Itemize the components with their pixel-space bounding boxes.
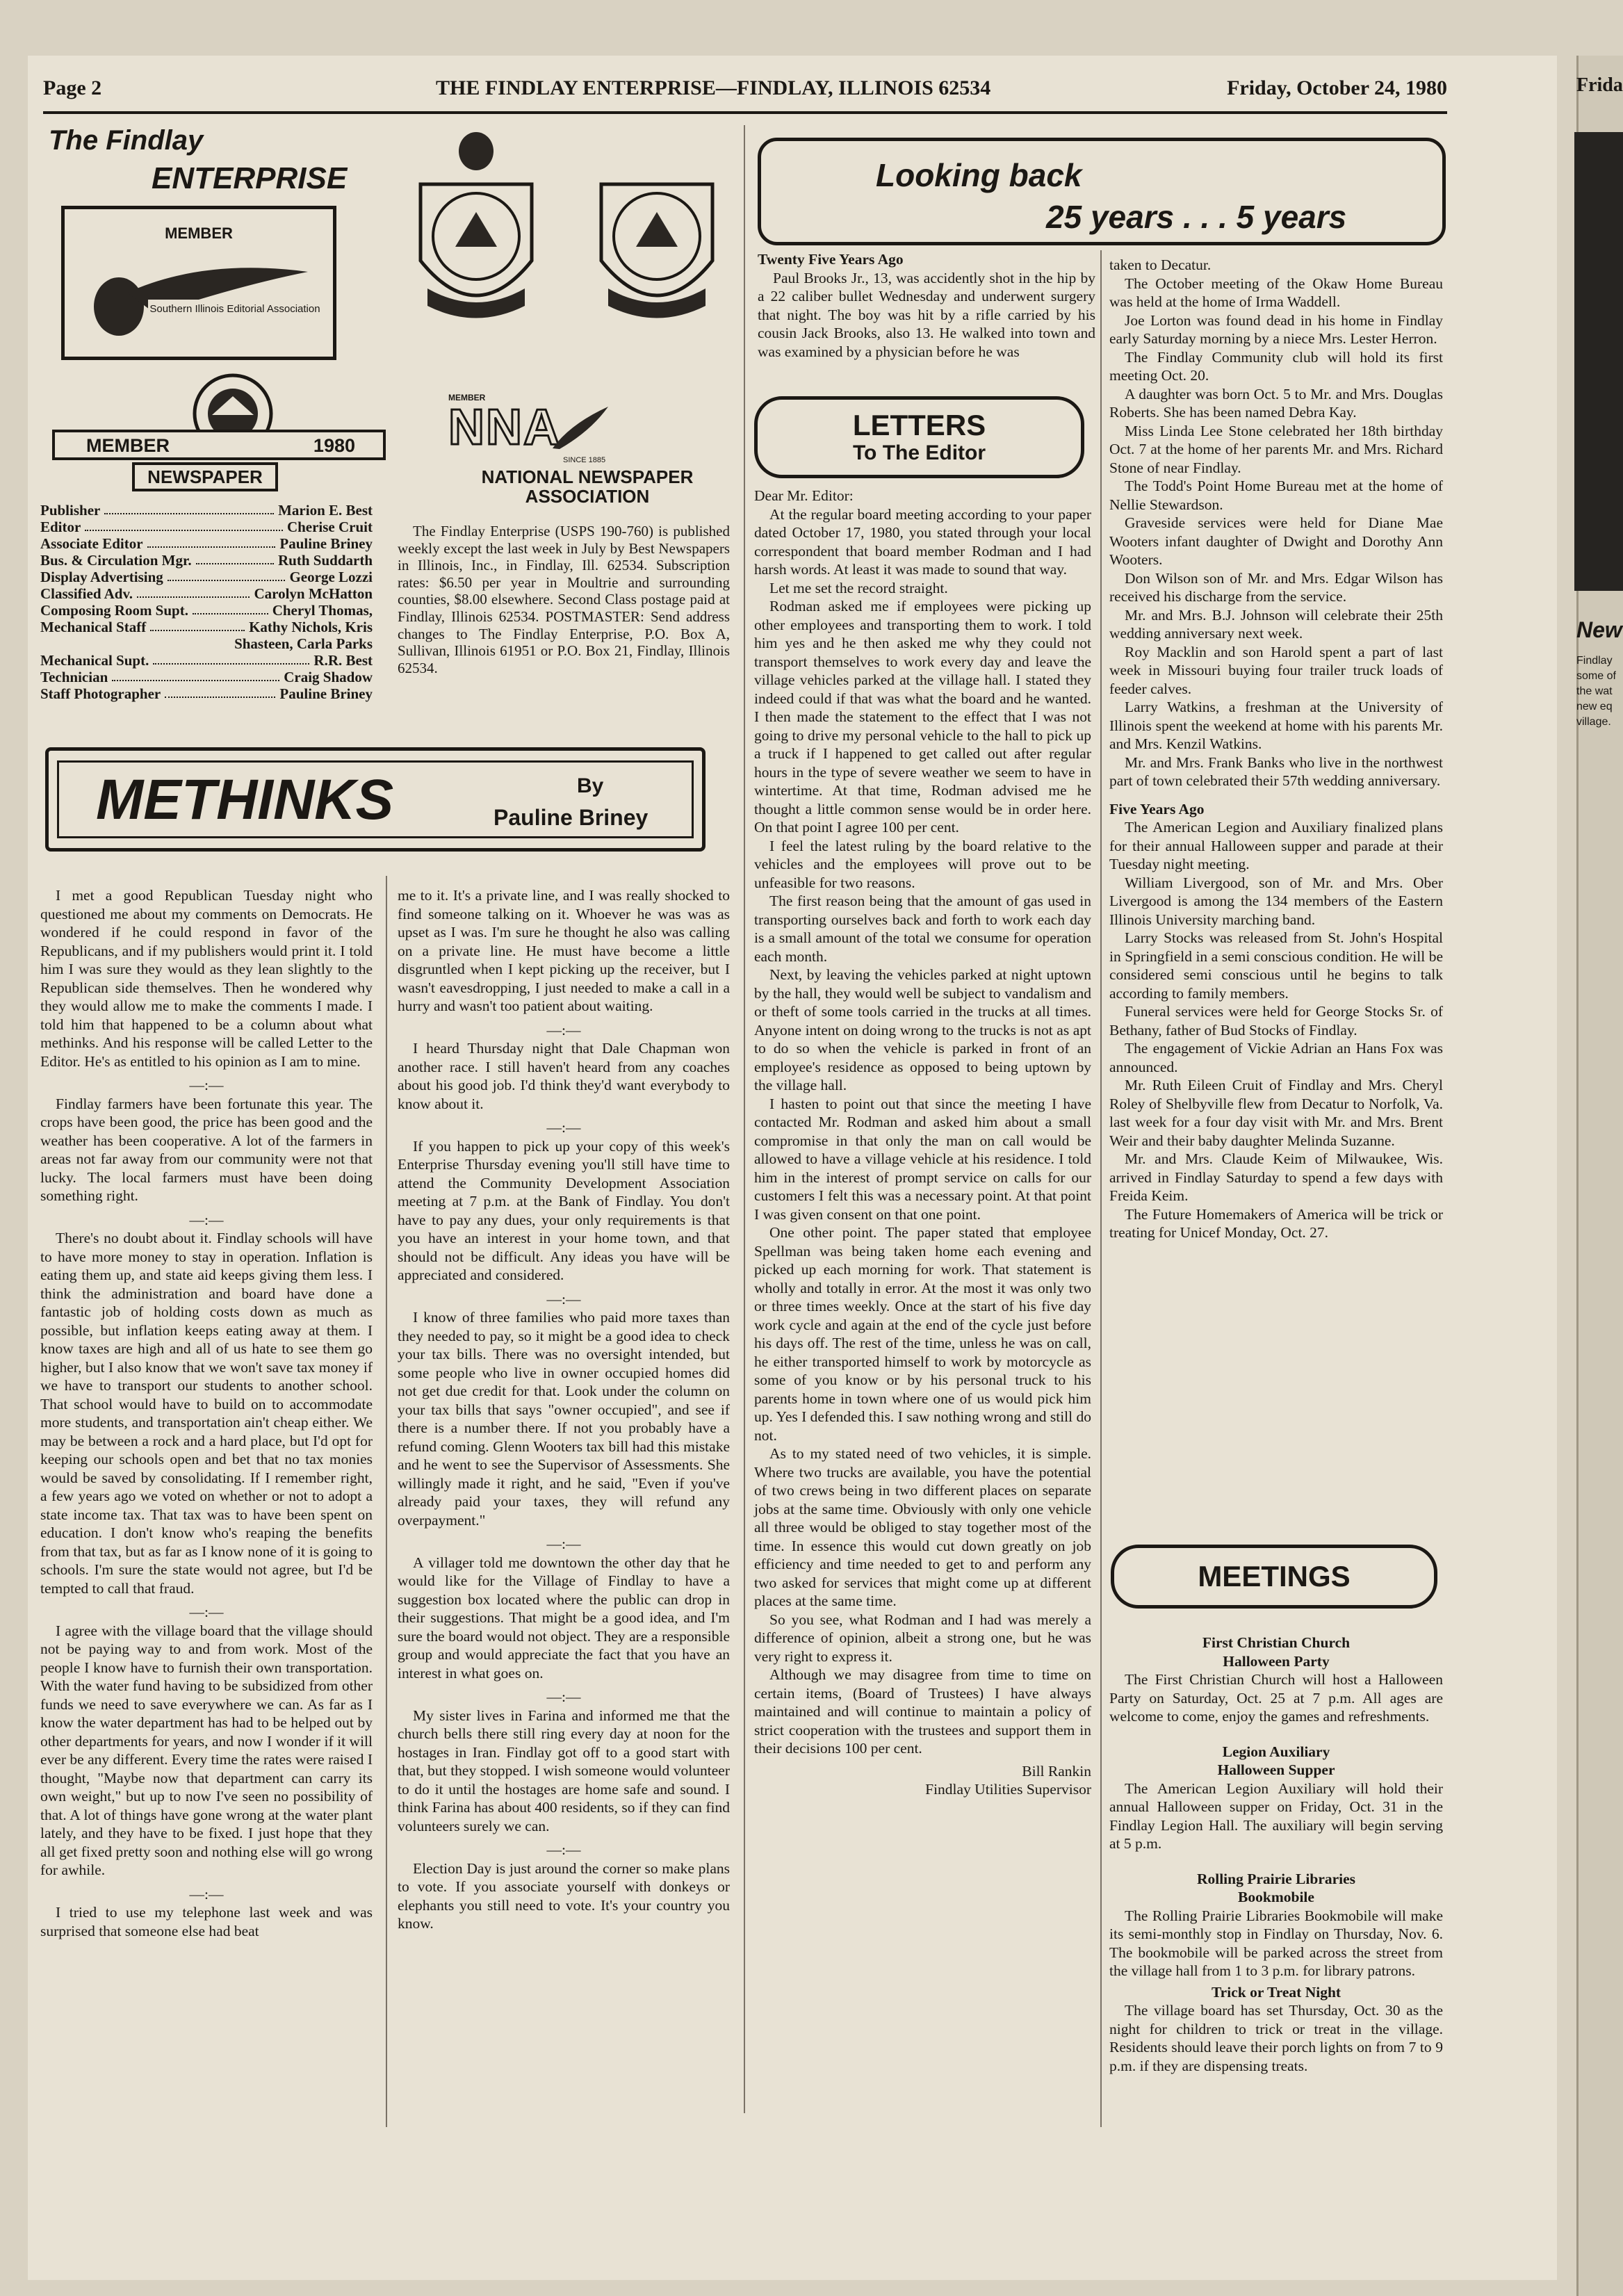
state-newspaper-contest-seal-icon-2 [587, 170, 726, 330]
methinks-author: Pauline Briney [494, 805, 649, 830]
looking-back-title: Looking back [876, 157, 1082, 193]
enterprise-logo-line1: The Findlay [49, 125, 204, 156]
letter-to-editor: Dear Mr. Editor: At the regular board meeting according to your paper dated October 17, 1980, you stated through your local correspondent that board member Rodman and I had harsh words. At least it was made to sound that way. Let me set the record straight. Rodman asked me if employees were picking up other employees and transporting them to work. I told him yes and he then asked me why they could not transport themselves to work every day and leave the village vehicles parked at the village hall. I stated they indeed could if that was what the board and he wanted. I then made the statement to the effect that I was not going to drive my personal vehicle to the hall to pick up a truck if I happened to get called out after regular hours in the type of severe weather we seem to have in wintertime. At that time, Rodman advised me he thought a little common sense would be in order here. On that point I agree 100 per cent. I feel the latest ruling by the board relative to the vehicles and the employees will prove out to be unfeasible for two reasons. The first reason being that the amount of gas used in transporting ourselves back and forth to work each day is a small amount of the total we consume for operation each month. Next, by leaving the vehicles parked at night uptown by the hall, they would well be subject to vandalism and or theft of some tools carried in the trucks at all times. Anyone intent on doing wrong to the trucks is not as apt to do so when the vehicle is parked in front of an employee's residence as opposed to being uptown by the village hall. I hasten to point out that since the meeting I have contacted Mr. Rodman and asked him about a small compromise in that only the man on call would be allowed to have a village vehicle at his residence. I told him in the interest of prompt service on calls for our customers I felt this was a necessary point. At that point I was given consent on that one point. One other point. The paper stated that employee Spellman was being taken home each evening and picked up each morning for work. That statement is wholly and totally in error. At the most it was only two or three times weekly. Once at the start of his five day work cycle and again at the end of the cycle just before his days off. The rest of the time, unless he was on call, he either transported himself to work by motorcycle as some of you know or by his personal truck to his parents home in town where one of us would pick him up. Yes I defended this. I saw nothing wrong and still do not. As to my stated need of two vehicles, it is simple. Where two trucks are available, you have the potential of two crews being in two different places on separate jobs at the same time. Obviously with only one vehicle all three would be obliged to stay together most of the time. In essence this would cut down greatly on job efficiency and time needed to get to and perform any two asked for services that might come up at different places at the same time. So you see, what Rodman and I had was merely a difference of opinion, albeit a strong one, but he was very right to express it. Although we may disagree from time to time on certain items, (Board of Trustees) I have always maintained and will continue to maintain a policy of strict cooperation with the trustees and support them in their decisions 100 per cent. Bill Rankin Findlay Utilities Supervisor [754, 487, 1091, 1798]
staff-row: Editor Cherise Cruit [40, 519, 373, 535]
staff-row: Shasteen, Carla Parks [234, 635, 373, 652]
column-rule [744, 125, 745, 2113]
page-number: Page 2 [43, 76, 102, 99]
nna-letters: NNA [448, 400, 561, 455]
looking-back-25-intro: Twenty Five Years Ago Paul Brooks Jr., 13, was accidently shot in the hip by a 22 caliber bullet Wednesday and underwent surgery that night. The boy was hit by a rifle carried by his cousin Jack Brooks, also 13. He walked into town and was examined by a physician before he was [758, 251, 1095, 360]
looking-back-subtitle: 25 years . . . 5 years [1046, 199, 1347, 235]
meetings-title: MEETINGS [1198, 1560, 1351, 1593]
ink-blot [459, 132, 494, 170]
enterprise-logo-line2: ENTERPRISE [152, 161, 348, 195]
meeting-item: Trick or Treat Night The village board has set Thursday, Oct. 30 as the night for children to trick or treat in the village. Residents should leave their porch lights on from 7 to 9 p.m. if they are dispensing treats. [1109, 1983, 1443, 2074]
staff-row: Staff Photographer Pauline Briney [40, 685, 373, 702]
publication-notice: The Findlay Enterprise (USPS 190-760) is published weekly except the last week in July by Best Newspapers in Illinois, Inc., in Findlay, Ill. 62534. Subscription rates: $6.50 per year in Moultrie and surrounding counties, $8.00 elsewhere. Second Class postage paid at Findlay, Illinois 62534. POSTMASTER: Send address changes to The Findlay Enterprise, P.O. Box A, Sullivan, Illinois 61951 or P.O. Box 21, Findlay, Illinois 62534. [398, 523, 730, 676]
column-rule [386, 876, 387, 2127]
nna-name: NATIONAL NEWSPAPER ASSOCIATION [481, 466, 694, 507]
staff-row: Publisher Marion E. Best [40, 502, 373, 519]
nna-quill-icon [549, 403, 612, 452]
staff-row: Technician Craig Shadow [40, 669, 373, 685]
methinks-by: By [577, 774, 604, 797]
letter-signature-title: Findlay Utilities Supervisor [925, 1781, 1091, 1798]
meeting-item: First Christian Church Halloween Party The First Christian Church will host a Halloween Party on Saturday, Oct. 25 at 7 p.m. All ages are welcome to come, enjoy the games and refreshments. [1109, 1634, 1443, 1725]
staff-row: Classified Adv. Carolyn McHatton [40, 585, 373, 602]
staff-row: Bus. & Circulation Mgr. Ruth Suddarth [40, 552, 373, 569]
staff-row: Mechanical Staff Kathy Nichols, Kris [40, 619, 373, 635]
letters-title: LETTERS [852, 409, 986, 441]
letters-subtitle: To The Editor [852, 441, 986, 464]
adjacent-page-text: Findlay some of the wat new eq village. [1576, 655, 1616, 728]
column-rule [1100, 250, 1102, 2127]
staff-row: Display Advertising George Lozzi [40, 569, 373, 585]
methinks-column-2: me to it. It's a private line, and I was really shocked to find someone talking on it. Whoever he was was as upset as I was. I'm sure he thought he also was calling on a private line. He must have become a little disgruntled when I kept picking up the receiver, but I wasn't eavesdropping, I just needed to make a call in a hurry and wasn't too patient about waiting. —:— I heard Thursday night that Dale Chapman won another race. I still haven't heard from any coaches about his good job. I'd think they'd want everybody to know about it. —:— If you happen to pick up your copy of this week's Enterprise Thursday evening you'll still have time to attend the Community Development Association meeting at 7 p.m. at the Bank of Findlay. You don't have to pay any dues, your only requirements is that you have an interest in your home town, and that should not be difficult. Any ideas you have will be appreciated and considered. —:— I know of three families who paid more taxes than they needed to pay, so it might be a good idea to check your tax bills. There was no oversight intended, but some people who live in owner occupied homes did not get due credit for that. Look under the column on your tax bills that says "owner occupied", and see if there is a number there. If not you probably have a refund coming. Glenn Wooters tax bill had this mistake and he went to see the Supervisor of Assessments. She willingly made it right, and he said, "Even if you've already paid your taxes, they will refund any overpayment." —:— A villager told me downtown the other day that he would like for the Village of Findlay to have a suggestion box located where the public can drop in their suggestions. That might be a good idea, and I'm sure the board would not object. They are a responsible group and would appreciate the fact that you have an interest in what goes on. —:— My sister lives in Farina and informed me that the church bells there still ring every day at noon for the hostages in Iran. Findlay got off to a good start with that, but they stopped. I wish someone would volunteer to do it until the hostages are home safe and sound. I think Farina has about 400 residents, so if they can find volunteers surely we can. —:— Election Day is just around the corner so make plans to vote. If you associate yourself with donkeys or elephants you still need to vote. It's your country you know. [398, 887, 730, 1932]
ipa-member-label: MEMBER [86, 435, 170, 456]
adjacent-page-header: Frida [1576, 74, 1623, 96]
siea-member-label: MEMBER [165, 225, 233, 242]
adjacent-page-photo [1574, 132, 1623, 591]
letter-signature: Bill Rankin [1022, 1762, 1091, 1780]
staff-row: Associate Editor Pauline Briney [40, 535, 373, 552]
newspaper-title: THE FINDLAY ENTERPRISE—FINDLAY, ILLINOIS 62534 [436, 76, 991, 99]
letters-banner [754, 396, 1084, 478]
methinks-title: METHINKS [96, 768, 394, 831]
siea-org-name: Southern Illinois Editorial Association [149, 303, 320, 315]
siea-member-box [61, 206, 336, 360]
issue-date: Friday, October 24, 1980 [1227, 76, 1447, 99]
adjacent-page-headline: New [1576, 617, 1622, 642]
quill-emblem-icon [79, 251, 315, 341]
meetings-banner [1111, 1545, 1437, 1609]
staff-box [40, 502, 373, 702]
staff-row: Mechanical Supt. R.R. Best [40, 652, 373, 669]
methinks-column-1: I met a good Republican Tuesday night who questioned me about my comments on Democrats. He wondered if he could respond in favor of the Republicans, and if my publishers would print it. I told him I was sure they would as they lean slightly to the Republican side themselves. Then he wondered why they would allow me to make the comments I made. I told him that happened to be a column about what methinks. And his response will be called Letter to the Editor. He's as entitled to his opinion as I am to mine. —:— Findlay farmers have been fortunate this year. The crops have been good, the price has been good and the weather has been cooperative. A lot of the farmers in areas not far away from our community were not that lucky. The local farmers must have been doing something right. —:— There's no doubt about it. Findlay schools will have to have more money to stay in operation. Inflation is eating them up, and state aid keeps giving them less. I think the administration and board have done a fantastic job of holding costs down as much as possible, but inflation keeps eating away at them. I know taxes are high and all of us hate to see them go higher, but I also know that we won't save tax money if we have to transport our students to another school. That school would have to build on to accommodate more students, and transportation ain't cheap either. We may be between a rock and a hard place, but I'd opt for keeping our schools open and bet that no tax monies would be saved by consolidating. If I remember right, a few years ago we voted on whether or not to adopt a state income tax. That tax was to have been spent on education. I don't know who's reaping the benefits from that tax, but as far as I know none of it is going to schools. I'm sure the state would not agree, but I'd be tempted to call that fraud. —:— I agree with the village board that the village should not be paying way to and from work. Most of the people I know have to furnish their own transportation. With the water fund having to be subsidized from other funds we need to save everywhere we can. As far as I know the water department has had to be helped out by other departments for years, and now I wonder if it will ever be any different. Every time the rates were raised I thought, "Maybe now that department can carry its own weight," but up to now I've seen no possibility of that. A lot of things have gone wrong at the water plant lately, and they have to be fixed. I just hope that they all get fixed pretty soon and nothing else will go wrong for awhile. —:— I tried to use my telephone last week and was surprised that someone else had beat [40, 887, 373, 1939]
nna-since: SINCE 1885 [563, 456, 606, 464]
page-masthead [43, 72, 1447, 114]
meeting-item: Rolling Prairie Libraries Bookmobile The Rolling Prairie Libraries Bookmobile will make its semi-monthly stop in Findlay on Thursday, Nov. 6. The bookmobile will be parked across the street from the village hall from 1 to 3 p.m. for library patrons. [1109, 1870, 1443, 1979]
looking-back-column: taken to Decatur. The October meeting of the Okaw Home Bureau was held at the home of Irma Waddell. Joe Lorton was found dead in his home in Findlay early Saturday morning by a niece Mrs. Lester Herron. The Findlay Community club will hold its first meeting Oct. 20. A daughter was born Oct. 5 to Mr. and Mrs. Douglas Roberts. She has been named Debra Kay. Miss Linda Lee Stone celebrated her 18th birthday Oct. 7 at the home of her parents Mr. and Mrs. Richard Stone of near Findlay. The Todd's Point Home Bureau met at the home of Nellie Stewardson. Graveside services were held for Diane Mae Wooters infant daughter of Dwight and Dorothy Ann Wooters. Don Wilson son of Mr. and Mrs. Edgar Wilson has received his discharge from the service. Mr. and Mrs. B.J. Johnson will celebrate their 25th wedding anniversary next week. Roy Macklin and son Harold spent a part of last week in Missouri buying four trailer truck loads of feeder calves. Larry Watkins, a freshman at the University of Illinois spent the weekend at home with his parents Mr. and Mrs. Kenzil Watkins. Mr. and Mrs. Frank Banks who live in the northwest part of town celebrated their 57th wedding anniversary. Five Years Ago The American Legion and Auxiliary finalized plans for their annual Halloween supper and parade at their Tuesday night meeting. William Livergood, son of Mr. and Mrs. Ober Livergood is among the 134 members of the Eastern Illinois University marching band. Larry Stocks was released from St. John's Hospital in Springfield in a semi conscious condition. He will be considered semi conscious until he begins to talk according to family members. Funeral services were held for George Stocks Sr. of Bethany, father of Bud Stocks of Findlay. The engagement of Vickie Adrian an Hans Fox was announced. Mr. Ruth Eileen Cruit of Findlay and Mrs. Cheryl Roley of Shelbyville flew from Decatur to Norfolk, Va. last week for a four day visit with Mr. and Mrs. Brent Weir and their baby daughter Melinda Suzanne. Mr. and Mrs. Claude Keim of Milwaukee, Wis. arrived in Findlay Saturday to spend a few days with Freida Keim. The Future Homemakers of America will be trick or treating for Unicef Monday, Oct. 27. [1109, 257, 1443, 1241]
ipa-year: 1980 [313, 435, 355, 456]
looking-back-banner [758, 138, 1446, 245]
staff-row: Composing Room Supt. Cheryl Thomas, [40, 602, 373, 619]
meetings-column [1109, 1634, 1443, 2075]
nna-member-label: MEMBER [448, 393, 486, 402]
meeting-item: Legion Auxiliary Halloween Supper The American Legion Auxiliary will hold their annual Halloween supper on Friday, Oct. 31 in the Findlay Legion Hall. The auxiliary will begin serving at 5 p.m. [1109, 1743, 1443, 1852]
state-newspaper-contest-seal-icon [407, 170, 546, 330]
methinks-banner [45, 747, 706, 852]
ipa-member-banner [52, 430, 386, 460]
ipa-newspaper-banner: NEWSPAPER [132, 462, 278, 491]
